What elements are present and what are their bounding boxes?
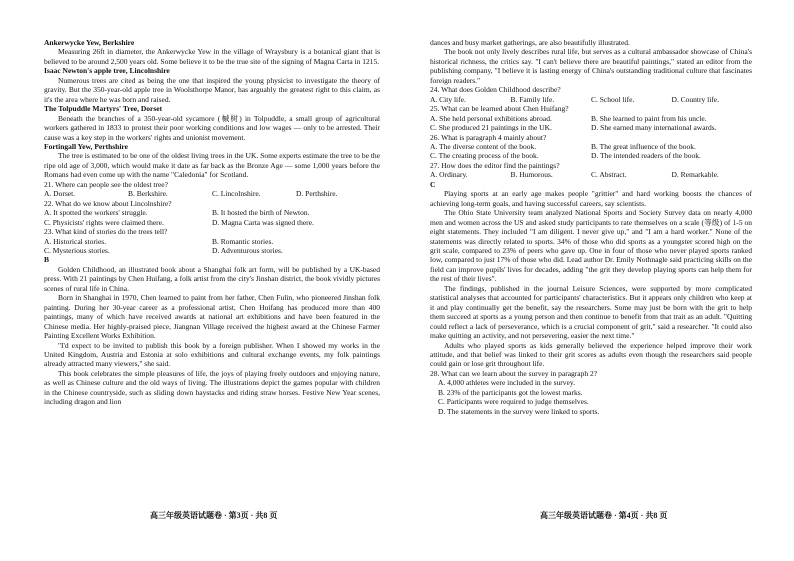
option: B. She learned to paint from his uncle. xyxy=(591,113,707,123)
paragraph: Measuring 26ft in diameter, the Ankerwycke Yew in the village of Wraysbury is a botanical giant that is believed to be around 2,500 years old. Some believe it to be the true site of the signing of Magna Carta in 1215. xyxy=(44,47,380,66)
option: B. The great influence of the book. xyxy=(591,141,696,151)
options-26 xyxy=(430,142,752,151)
question-26: 26. What is paragraph 4 mainly about? xyxy=(430,132,547,142)
option: D. Perthshire. xyxy=(296,189,338,199)
right-page xyxy=(430,38,752,416)
option: C. Physicists' rights were claimed there. xyxy=(44,217,164,227)
paragraph: The book not only lively describes rural life, but serves as a cultural ambassador showcase of China's historical richness, the critics say. "I can't believe there are beautiful paintings," stated an editor from the publishing company, "I believe it is lasting energy of China's outstanding traditional culture that fascinates foreign readers." xyxy=(430,47,752,85)
heading-fortingall: Fortingall Yew, Perthshire xyxy=(44,141,128,151)
option: D. She earned many international awards. xyxy=(591,123,717,133)
question-24: 24. What does Golden Childhood describe? xyxy=(430,85,561,95)
heading-newton: Isaac Newton's apple tree, Lincolnshire xyxy=(44,66,170,76)
question-27: 27. How does the editor find the paintings? xyxy=(430,160,560,170)
question-22: 22. What do we know about Lincolnshire? xyxy=(44,198,172,208)
option: C. School life. xyxy=(591,94,635,104)
question-25: 25. What can be learned about Chen Huifang? xyxy=(430,104,569,114)
option: B. Berkshire. xyxy=(128,189,168,199)
option: B. 23% of the participants got the lowest marks. xyxy=(438,387,583,397)
paragraph: Playing sports at an early age makes people "grittier" and hard working boosts the chances of achieving long-term goals, and having successful careers, say scientists. xyxy=(430,189,752,208)
option: A. It spotted the workers' struggle. xyxy=(44,208,148,218)
option: B. Family life. xyxy=(510,94,555,104)
options-22-cd xyxy=(44,218,380,227)
heading-tolpuddle: The Tolpuddle Martyrs' Tree, Dorset xyxy=(44,104,163,114)
options-25 xyxy=(430,114,752,123)
question-23: 23. What kind of stories do the trees tell? xyxy=(44,227,168,237)
paragraph: Golden Childhood, an illustrated book about a Shanghai folk art form, will be published by a UK-based press. With 21 paintings by Chen Huifang, a folk artist from the city's Jinshan district, the book vividly pictures scenes of rural life in China. xyxy=(44,264,380,293)
option: A. The diverse content of the book. xyxy=(430,141,537,151)
option: A. Dorset. xyxy=(44,189,76,199)
paragraph: Numerous trees are cited as being the one that inspired the young physicist to investigate the theory of gravity. But the 350-year-old apple tree in Woolsthorpe Manor, has arguably the greatest right to this claim, as it's the area where he was born and raised. xyxy=(44,75,380,104)
paragraph: "I'd expect to be invited to publish this book by a foreign publisher. When I showed my works in the United Kingdom, Austria and Estonia at solo exhibitions and cultural exchange events, my folk paintings already attracted many viewers," she said. xyxy=(44,340,380,369)
option: D. Remarkable. xyxy=(671,170,719,180)
option: C. Participants were required to judge themselves. xyxy=(438,397,589,407)
option: C. Lincolnshire. xyxy=(212,189,261,199)
options-23-cd xyxy=(44,246,380,255)
option: A. 4,000 athletes were included in the survey. xyxy=(438,378,575,388)
option: D. The statements in the survey were linked to sports. xyxy=(438,406,600,416)
question-21: 21. Where can people see the oldest tree? xyxy=(44,179,168,189)
section-b-heading: B xyxy=(44,255,50,265)
paragraph: Born in Shanghai in 1970, Chen learned to paint from her father, Chen Fulin, who pioneered Jinshan folk painting. During her 30-year career as a professional artist, Chen Huifang has produced more than 400 paintings, many of which have received awards at national art exhibitions and have been featured in the Chinese media. Her highly-praised piece, Jiangnan Village received the highest award at the Chinese Farmer Painting Excellent Works Exhibition. xyxy=(44,293,380,341)
option: D. Country life. xyxy=(671,94,719,104)
option: D. Magna Carta was signed there. xyxy=(212,217,314,227)
option: A. She held personal exhibitions abroad. xyxy=(430,113,552,123)
paragraph: The tree is estimated to be one of the oldest living trees in the UK. Some experts estimate the tree to be the ripe old age of 3,000, which would make it date as far back as the Bronze Age — some 1,000 years before the Romans had even come up with the name "Caledonia" for Scotland. xyxy=(44,151,380,180)
options-27 xyxy=(430,170,752,179)
options-22 xyxy=(44,208,380,217)
paragraph: The findings, published in the journal Leisure Sciences, were supported by more complicated statistical analyses that accounted for participants' characteristics. But it appears only children who keep at it and play continually get the benefit, say the researchers. Some may just be born with the grit to help them succeed at sports as a young person and then continue to benefit from that trait as an adult. "Quitting could reflect a lack of perseverance, which is a crucial component of grit," said a researcher. "It could also make quitting an activity, and not persevering, easier the next time." xyxy=(430,283,752,341)
page-gutter xyxy=(407,0,408,561)
paragraph: dances and busy market gatherings, are also beautifully illustrated. xyxy=(430,38,630,47)
page-footer-left: 高三年级英语试题卷 · 第3页 · 共8 页 xyxy=(150,511,278,520)
options-26-cd xyxy=(430,151,752,160)
option: D. The intended readers of the book. xyxy=(591,151,701,161)
option: C. Mysterious stories. xyxy=(44,245,110,255)
section-c-heading: C xyxy=(430,179,436,189)
paragraph: The Ohio State University team analyzed National Sports and Society Survey data on nearly 4,000 men and women across the US and asked study participants to rate themselves on a scale (等级) of 1-5 on eight statements. They included "I am diligent. I never give up," and "I am a hard worker." None of the statements was directly related to sports. 34% of those who did sports as a youngster scored high on the grit scale, compared to 23% of peers who gave up. One in four of those who never played sports ranked low, compared to just 17% of those who did. Lead author Dr. Emily Nothnagle said practicing skills on the field can improve pupils' lives for decades, adding "the grit they develop playing sports can help them for the rest of their lives". xyxy=(430,208,752,284)
options-23 xyxy=(44,237,380,246)
option: C. Abstract. xyxy=(591,170,627,180)
options-21 xyxy=(44,189,380,198)
left-page xyxy=(44,38,380,407)
option: A. Ordinary. xyxy=(430,170,468,180)
option: D. Adventurous stories. xyxy=(212,245,283,255)
heading-ankerwycke: Ankerwycke Yew, Berkshire xyxy=(44,38,135,47)
option: B. Romantic stories. xyxy=(212,236,274,246)
option: B. Humorous. xyxy=(510,170,553,180)
option: B. It hosted the birth of Newton. xyxy=(212,208,310,218)
paragraph: Adults who played sports as kids generally believed the experience helped improve their work attitude, and that belief was linked to their grit scores as adults even though the researchers said people could gain or lose grit throughout life. xyxy=(430,340,752,369)
question-28: 28. What can we learn about the survey in paragraph 2? xyxy=(430,368,598,378)
options-25-cd xyxy=(430,123,752,132)
option: A. Historical stories. xyxy=(44,236,107,246)
option: C. She produced 21 paintings in the UK. xyxy=(430,123,552,133)
paragraph: This book celebrates the simple pleasures of life, the joys of playing freely outdoors and enjoying nature, as well as Chinese culture and the old ways of living. The illustrations depict the games popular with children in the Chinese countryside, such as sliding down haystacks and riding straw horses. Festive New Year scenes, including dragon and lion xyxy=(44,368,380,407)
options-24 xyxy=(430,95,752,104)
option: A. City life. xyxy=(430,94,466,104)
page-footer-right: 高三年级英语试题卷 · 第4页 · 共8 页 xyxy=(540,511,668,520)
paragraph: Beneath the branches of a 350-year-old sycamore (槭树) in Tolpuddle, a small group of agricultural workers gathered in 1833 to protest their poor working conditions and low wages — only to be arrested. Their cause was a key step in the workers' rights and unionist movement. xyxy=(44,113,380,142)
option: C. The creating process of the book. xyxy=(430,151,539,161)
